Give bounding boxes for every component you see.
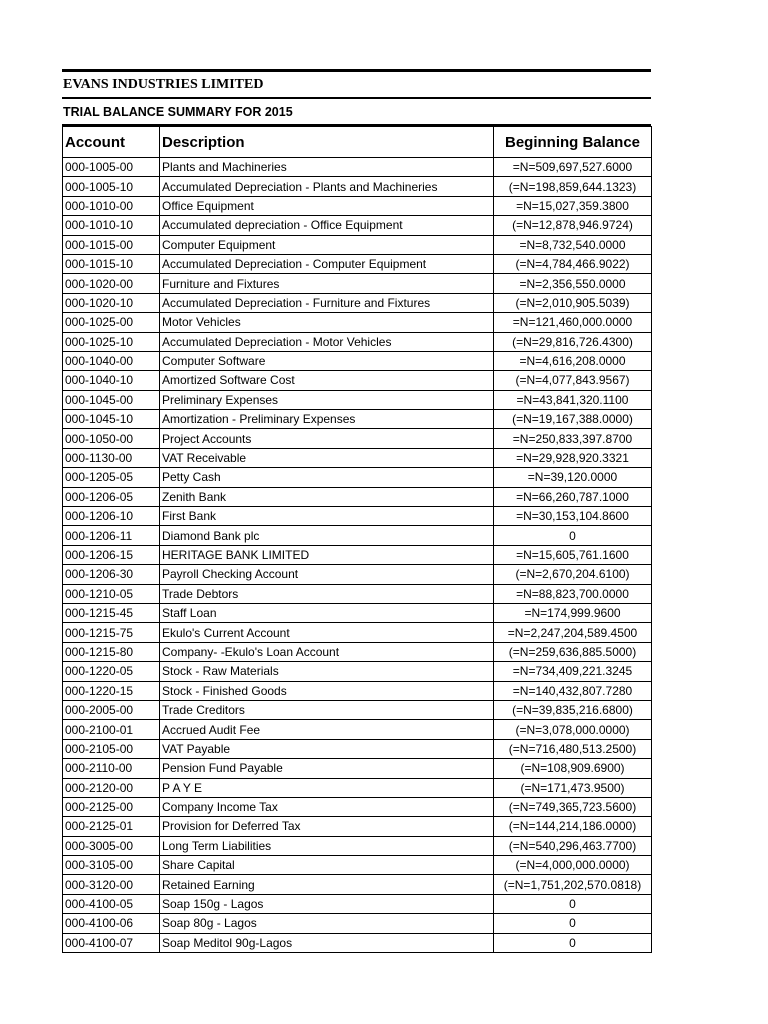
table-row	[63, 351, 652, 370]
account-cell: 000-2005-00	[63, 700, 160, 719]
account-cell: 000-1206-11	[63, 526, 160, 545]
balance-cell: =N=2,247,204,589.4500	[494, 623, 652, 642]
table-row	[63, 468, 652, 487]
table-body	[63, 158, 652, 953]
balance-cell: =N=88,823,700.0000	[494, 584, 652, 603]
table-row	[63, 429, 652, 448]
description-cell: First Bank	[160, 507, 494, 526]
description-cell: Company- -Ekulo's Loan Account	[160, 642, 494, 661]
description-cell: Project Accounts	[160, 429, 494, 448]
balance-cell: (=N=716,480,513.2500)	[494, 739, 652, 758]
balance-cell: (=N=171,473.9500)	[494, 778, 652, 797]
table-row	[63, 507, 652, 526]
table-row	[63, 603, 652, 622]
account-cell: 000-1015-10	[63, 254, 160, 273]
balance-cell: (=N=19,167,388.0000)	[494, 410, 652, 429]
description-cell: Stock - Finished Goods	[160, 681, 494, 700]
description-cell: Amortized Software Cost	[160, 371, 494, 390]
account-cell: 000-1215-75	[63, 623, 160, 642]
description-cell: Computer Software	[160, 351, 494, 370]
table-row	[63, 681, 652, 700]
description-cell: Accumulated Depreciation - Motor Vehicles	[160, 332, 494, 351]
description-cell: Payroll Checking Account	[160, 565, 494, 584]
description-cell: Soap Meditol 90g-Lagos	[160, 933, 494, 952]
description-cell: Accumulated Depreciation - Plants and Machineries	[160, 177, 494, 196]
table-row	[63, 448, 652, 467]
balance-cell: (=N=3,078,000.0000)	[494, 720, 652, 739]
account-cell: 000-1210-05	[63, 584, 160, 603]
description-cell: Office Equipment	[160, 196, 494, 215]
balance-cell: (=N=108,909.6900)	[494, 759, 652, 778]
account-cell: 000-1040-00	[63, 351, 160, 370]
table-row	[63, 662, 652, 681]
description-cell: Accumulated Depreciation - Computer Equipment	[160, 254, 494, 273]
trial-balance-table	[62, 126, 652, 953]
account-cell: 000-1220-15	[63, 681, 160, 700]
account-cell: 000-3105-00	[63, 856, 160, 875]
table-row	[63, 797, 652, 816]
account-cell: 000-1206-15	[63, 545, 160, 564]
table-row	[63, 836, 652, 855]
account-cell: 000-1206-10	[63, 507, 160, 526]
account-cell: 000-1045-10	[63, 410, 160, 429]
account-cell: 000-4100-06	[63, 914, 160, 933]
balance-cell: =N=30,153,104.8600	[494, 507, 652, 526]
balance-cell: (=N=12,878,946.9724)	[494, 216, 652, 235]
table-row	[63, 216, 652, 235]
account-cell: 000-1050-00	[63, 429, 160, 448]
account-cell: 000-4100-05	[63, 894, 160, 913]
account-cell: 000-1040-10	[63, 371, 160, 390]
description-cell: Petty Cash	[160, 468, 494, 487]
account-cell: 000-1005-00	[63, 158, 160, 177]
description-cell: Trade Debtors	[160, 584, 494, 603]
balance-cell: (=N=259,636,885.5000)	[494, 642, 652, 661]
balance-cell: =N=140,432,807.7280	[494, 681, 652, 700]
balance-cell: =N=2,356,550.0000	[494, 274, 652, 293]
description-cell: Provision for Deferred Tax	[160, 817, 494, 836]
description-cell: Retained Earning	[160, 875, 494, 894]
table-row	[63, 623, 652, 642]
description-cell: Pension Fund Payable	[160, 759, 494, 778]
description-cell: VAT Payable	[160, 739, 494, 758]
table-row	[63, 177, 652, 196]
table-row	[63, 700, 652, 719]
account-cell: 000-2125-01	[63, 817, 160, 836]
table-row	[63, 894, 652, 913]
account-cell: 000-2100-01	[63, 720, 160, 739]
description-cell: Soap 150g - Lagos	[160, 894, 494, 913]
balance-cell: =N=43,841,320.1100	[494, 390, 652, 409]
table-row	[63, 254, 652, 273]
column-header-account: Account	[63, 127, 160, 158]
balance-cell: 0	[494, 914, 652, 933]
column-header-description: Description	[160, 127, 494, 158]
account-cell: 000-1045-00	[63, 390, 160, 409]
balance-cell: (=N=144,214,186.0000)	[494, 817, 652, 836]
balance-cell: =N=15,027,359.3800	[494, 196, 652, 215]
account-cell: 000-1130-00	[63, 448, 160, 467]
description-cell: Diamond Bank plc	[160, 526, 494, 545]
balance-cell: =N=66,260,787.1000	[494, 487, 652, 506]
balance-cell: =N=4,616,208.0000	[494, 351, 652, 370]
balance-cell: (=N=29,816,726.4300)	[494, 332, 652, 351]
balance-cell: (=N=2,670,204.6100)	[494, 565, 652, 584]
account-cell: 000-1206-30	[63, 565, 160, 584]
account-cell: 000-1215-45	[63, 603, 160, 622]
account-cell: 000-1010-00	[63, 196, 160, 215]
balance-cell: (=N=540,296,463.7700)	[494, 836, 652, 855]
account-cell: 000-1020-10	[63, 293, 160, 312]
balance-cell: (=N=1,751,202,570.0818)	[494, 875, 652, 894]
account-cell: 000-1205-05	[63, 468, 160, 487]
account-cell: 000-2105-00	[63, 739, 160, 758]
balance-cell: =N=734,409,221.3245	[494, 662, 652, 681]
account-cell: 000-2110-00	[63, 759, 160, 778]
account-cell: 000-1206-05	[63, 487, 160, 506]
table-row	[63, 914, 652, 933]
description-cell: Soap 80g - Lagos	[160, 914, 494, 933]
balance-cell: (=N=4,000,000.0000)	[494, 856, 652, 875]
balance-cell: =N=29,928,920.3321	[494, 448, 652, 467]
table-row	[63, 642, 652, 661]
table-row	[63, 933, 652, 952]
table-row	[63, 759, 652, 778]
description-cell: VAT Receivable	[160, 448, 494, 467]
header-row	[63, 127, 652, 158]
table-row	[63, 313, 652, 332]
account-cell: 000-1215-80	[63, 642, 160, 661]
balance-cell: (=N=2,010,905.5039)	[494, 293, 652, 312]
table-row	[63, 778, 652, 797]
table-row	[63, 817, 652, 836]
table-row	[63, 720, 652, 739]
balance-cell: =N=250,833,397.8700	[494, 429, 652, 448]
description-cell: Accrued Audit Fee	[160, 720, 494, 739]
account-cell: 000-1015-00	[63, 235, 160, 254]
balance-cell: =N=8,732,540.0000	[494, 235, 652, 254]
table-row	[63, 158, 652, 177]
account-cell: 000-1010-10	[63, 216, 160, 235]
company-name: EVANS INDUSTRIES LIMITED	[62, 69, 651, 99]
description-cell: Furniture and Fixtures	[160, 274, 494, 293]
description-cell: Motor Vehicles	[160, 313, 494, 332]
table-row	[63, 196, 652, 215]
account-cell: 000-1020-00	[63, 274, 160, 293]
balance-cell: 0	[494, 933, 652, 952]
description-cell: P A Y E	[160, 778, 494, 797]
table-row	[63, 584, 652, 603]
balance-cell: =N=121,460,000.0000	[494, 313, 652, 332]
table-row	[63, 390, 652, 409]
account-cell: 000-2120-00	[63, 778, 160, 797]
balance-cell: 0	[494, 894, 652, 913]
account-cell: 000-1005-10	[63, 177, 160, 196]
account-cell: 000-3120-00	[63, 875, 160, 894]
description-cell: Plants and Machineries	[160, 158, 494, 177]
description-cell: Computer Equipment	[160, 235, 494, 254]
description-cell: Long Term Liabilities	[160, 836, 494, 855]
account-cell: 000-4100-07	[63, 933, 160, 952]
table-row	[63, 410, 652, 429]
description-cell: Share Capital	[160, 856, 494, 875]
balance-cell: (=N=198,859,644.1323)	[494, 177, 652, 196]
column-header-beginning-balance: Beginning Balance	[494, 127, 652, 158]
description-cell: HERITAGE BANK LIMITED	[160, 545, 494, 564]
table-row	[63, 487, 652, 506]
balance-cell: 0	[494, 526, 652, 545]
account-cell: 000-1025-10	[63, 332, 160, 351]
description-cell: Accumulated Depreciation - Furniture and Fixtures	[160, 293, 494, 312]
account-cell: 000-2125-00	[63, 797, 160, 816]
table-row	[63, 526, 652, 545]
table-row	[63, 371, 652, 390]
description-cell: Amortization - Preliminary Expenses	[160, 410, 494, 429]
table-row	[63, 545, 652, 564]
balance-cell: =N=174,999.9600	[494, 603, 652, 622]
account-cell: 000-3005-00	[63, 836, 160, 855]
account-cell: 000-1220-05	[63, 662, 160, 681]
description-cell: Zenith Bank	[160, 487, 494, 506]
description-cell: Ekulo's Current Account	[160, 623, 494, 642]
account-cell: 000-1025-00	[63, 313, 160, 332]
balance-cell: (=N=749,365,723.5600)	[494, 797, 652, 816]
description-cell: Staff Loan	[160, 603, 494, 622]
trial-balance-sheet	[62, 69, 651, 953]
balance-cell: (=N=4,784,466.9022)	[494, 254, 652, 273]
description-cell: Stock - Raw Materials	[160, 662, 494, 681]
table-row	[63, 235, 652, 254]
balance-cell: =N=509,697,527.6000	[494, 158, 652, 177]
report-title: TRIAL BALANCE SUMMARY FOR 2015	[62, 99, 651, 126]
table-row	[63, 332, 652, 351]
table-row	[63, 293, 652, 312]
table-row	[63, 274, 652, 293]
description-cell: Company Income Tax	[160, 797, 494, 816]
table-row	[63, 856, 652, 875]
description-cell: Preliminary Expenses	[160, 390, 494, 409]
table-row	[63, 739, 652, 758]
balance-cell: =N=39,120.0000	[494, 468, 652, 487]
description-cell: Accumulated depreciation - Office Equipment	[160, 216, 494, 235]
balance-cell: =N=15,605,761.1600	[494, 545, 652, 564]
balance-cell: (=N=39,835,216.6800)	[494, 700, 652, 719]
table-row	[63, 875, 652, 894]
table-row	[63, 565, 652, 584]
balance-cell: (=N=4,077,843.9567)	[494, 371, 652, 390]
description-cell: Trade Creditors	[160, 700, 494, 719]
